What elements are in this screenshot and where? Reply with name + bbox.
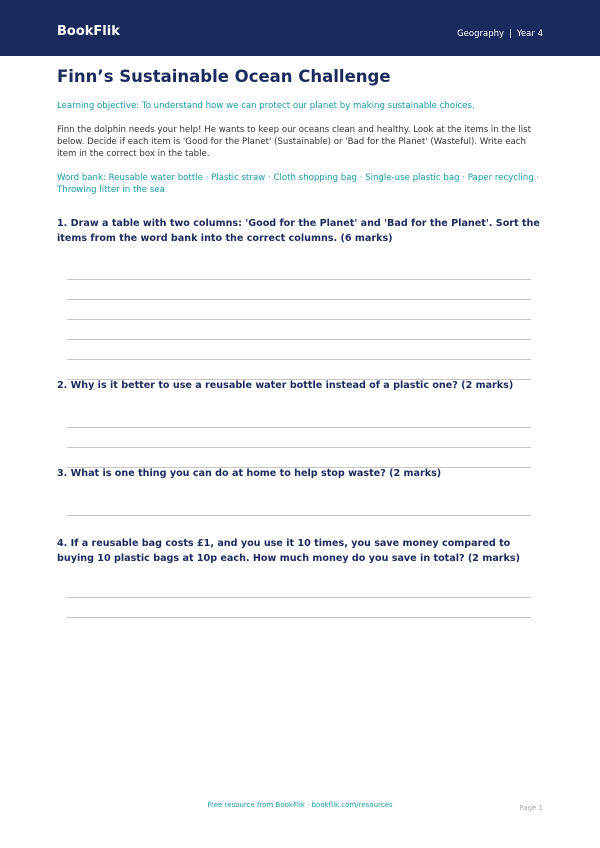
answer-line[interactable] (67, 339, 531, 340)
subject-label: Geography (457, 29, 505, 39)
question-2: 2. Why is it better to use a reusable water bottle instead of a plastic one? (2 marks) (57, 380, 514, 391)
worksheet-title: Finn’s Sustainable Ocean Challenge (57, 67, 391, 86)
answer-line[interactable] (67, 279, 531, 280)
answer-line[interactable] (67, 597, 531, 598)
separator: | (509, 29, 512, 39)
page-number: Page 1 (519, 804, 543, 812)
header-bar (0, 0, 600, 56)
question-4: 4. If a reusable bag costs £1, and you use it 10 times, you save money compared to buying 10 plastic bags at 10p each. How much money do you save in total? (2 marks) (57, 538, 520, 564)
answer-line[interactable] (67, 447, 531, 448)
answer-line[interactable] (67, 427, 531, 428)
answer-line[interactable] (67, 359, 531, 360)
subject-year-label (457, 28, 543, 40)
answer-line[interactable] (67, 319, 531, 320)
question-3: 3. What is one thing you can do at home to help stop waste? (2 marks) (57, 468, 442, 479)
question-1: 1. Draw a table with two columns: 'Good for the Planet' and 'Bad for the Planet'. Sort the items from the word bank into the correct columns. (6 marks) (57, 218, 540, 244)
answer-line[interactable] (67, 299, 531, 300)
learning-objective: Learning objective: To understand how we can protect our planet by making sustainable choices. (57, 101, 475, 111)
word-bank: Word bank: Reusable water bottle · Plastic straw · Cloth shopping bag · Single-use plastic bag · Paper recycling · Throwing litter in the sea (57, 173, 540, 195)
answer-line[interactable] (67, 515, 531, 516)
footer-credit[interactable]: Free resource from BookFlik · bookflik.com/resources (207, 801, 393, 809)
year-label: Year 4 (516, 29, 543, 39)
answer-line[interactable] (67, 617, 531, 618)
intro-paragraph: Finn the dolphin needs your help! He wants to keep our oceans clean and healthy. Look at the items in the list below. Decide if each item is 'Good for the Planet' (Sustainable) or 'Bad for the Planet' (Wasteful). Write each item in the correct box in the table. (57, 125, 531, 159)
brand-logo-text: BookFlik (57, 24, 120, 39)
